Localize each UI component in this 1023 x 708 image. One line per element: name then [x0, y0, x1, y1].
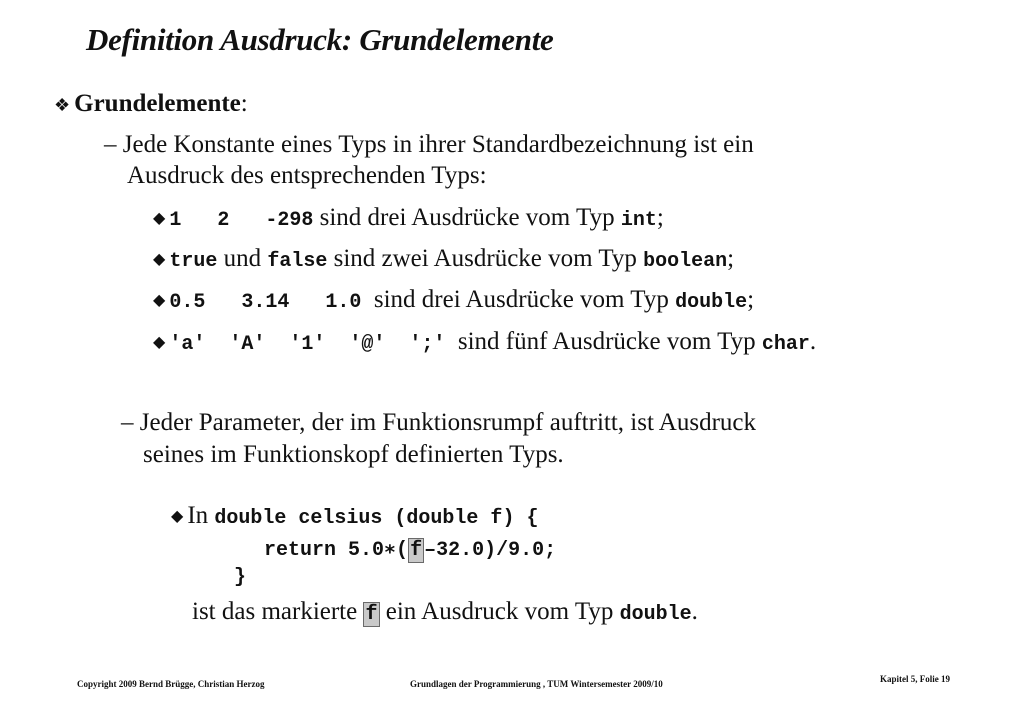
bullet-double-type: double — [675, 291, 748, 314]
bullet-int-code: 1 2 -298 — [169, 209, 314, 232]
bullet-int — [153, 204, 664, 232]
item2-line1: – Jeder Parameter, der im Funktionsrumpf auftritt, ist Ausdruck — [121, 409, 756, 436]
heading-colon: : — [240, 90, 248, 117]
explain-end: . — [691, 598, 698, 625]
bullet-double-text: sind drei Ausdrücke vom Typ — [361, 286, 676, 313]
heading-label: Grundelemente — [74, 90, 241, 117]
bullet-boolean-text: sind zwei Ausdrücke vom Typ — [327, 245, 644, 272]
footer-page: Kapitel 5, Folie 19 — [880, 674, 950, 684]
star-bullet-icon: ❖ — [54, 95, 71, 115]
bullet-boolean-type: boolean — [643, 250, 728, 273]
diamond-bullet-icon: ◆ — [153, 251, 166, 268]
explain-b: ein Ausdruck vom Typ — [379, 598, 620, 625]
bullet-char-code: ′a′ ′A′ ′1′ ′@′ ′;′ — [169, 333, 446, 356]
heading-row — [54, 90, 248, 118]
bullet-boolean-end: ; — [727, 245, 735, 272]
code-line-3: } — [234, 566, 247, 589]
diamond-bullet-icon: ◆ — [153, 210, 166, 227]
bullet-char-text: sind fünf Ausdrücke vom Typ — [445, 328, 762, 355]
code-line-2b: –32.0)/9.0; — [424, 539, 557, 562]
slide-title: Definition Ausdruck: Grundelemente — [86, 22, 554, 57]
bullet-double — [153, 286, 754, 314]
explain-type: double — [619, 603, 692, 626]
footer-course: Grundlagen der Programmierung , TUM Wintersemester 2009/10 — [410, 679, 663, 689]
bullet-boolean-mid: und — [217, 245, 268, 272]
item1-line1: – Jede Konstante eines Typs in ihrer Standardbezeichnung ist ein — [104, 131, 754, 158]
bullet-double-end: ; — [747, 286, 755, 313]
item2-line2: seines im Funktionskopf definierten Typs. — [143, 441, 564, 468]
example-prefix: In — [187, 502, 215, 529]
diamond-bullet-icon: ◆ — [153, 334, 166, 351]
code-line-2a: return 5.0∗( — [264, 539, 409, 562]
explain-a: ist das markierte — [192, 598, 364, 625]
highlighted-param-text: f — [365, 603, 378, 626]
bullet-int-type: int — [620, 209, 657, 232]
example-explanation — [192, 598, 698, 626]
code-line-2 — [264, 536, 556, 562]
bullet-boolean-code1: true — [169, 250, 218, 273]
bullet-int-text: sind drei Ausdrücke vom Typ — [313, 204, 621, 231]
code-line-1: double celsius (double f) { — [214, 507, 539, 530]
bullet-boolean — [153, 245, 734, 273]
bullet-char — [153, 328, 816, 356]
bullet-int-end: ; — [656, 204, 664, 231]
diamond-bullet-icon: ◆ — [171, 508, 184, 525]
bullet-char-end: . — [809, 328, 817, 355]
highlighted-param-code: f — [410, 539, 423, 562]
item1-line2: Ausdruck des entsprechenden Typs: — [127, 162, 487, 189]
diamond-bullet-icon: ◆ — [153, 292, 166, 309]
bullet-double-code: 0.5 3.14 1.0 — [169, 291, 362, 314]
bullet-char-type: char — [761, 333, 810, 356]
example-line1 — [171, 502, 538, 530]
footer-copyright: Copyright 2009 Bernd Brügge, Christian Herzog — [77, 679, 265, 689]
bullet-boolean-code2: false — [267, 250, 328, 273]
